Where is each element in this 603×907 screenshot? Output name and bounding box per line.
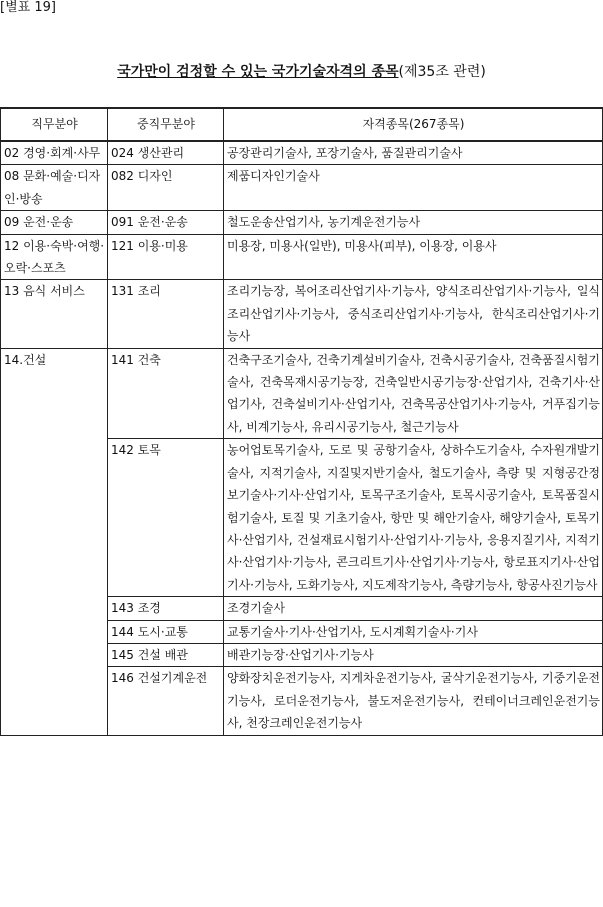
table-row [1,348,603,439]
table-row [1,211,603,234]
sub-field-cell: 141 건축 [108,348,224,439]
sub-field-cell: 145 건설 배관 [108,643,224,666]
qualification-items-cell: 미용장, 미용사(일반), 미용사(피부), 이용장, 이용사 [224,234,603,280]
table-row [1,234,603,280]
job-field-cell: 14.건설 [1,348,108,735]
sub-field-cell: 091 운전·운송 [108,211,224,234]
table-header-row [1,108,603,141]
job-field-cell: 12 이용·숙박·여행·오락·스포츠 [1,234,108,280]
qualification-items-cell: 제품디자인기술사 [224,165,603,211]
title-main: 국가만이 검정할 수 있는 국가기술자격의 종목 [117,64,399,80]
job-field-cell: 09 운전·운송 [1,211,108,234]
sub-field-cell: 082 디자인 [108,165,224,211]
header-qualification-items: 자격종목(267종목) [224,108,603,141]
job-field-cell: 13 음식 서비스 [1,280,108,348]
qualification-items-cell: 조경기술사 [224,597,603,620]
table-row [1,165,603,211]
job-field-cell: 08 문화·예술·디자인·방송 [1,165,108,211]
qualification-items-cell: 건축구조기술사, 건축기계설비기술사, 건축시공기술사, 건축품질시험기술사, 건축목재시공기능장, 건축일반시공기능장·산업기사, 건축기사·산업기사, 건축설비기사·산업기사, 건축목공산업기사·기능사, 거푸집기능사, 비계기능사, 유리시공기능사, 철근기능사 [224,348,603,439]
sub-field-cell: 131 조리 [108,280,224,348]
sub-field-cell: 146 건설기계운전 [108,667,224,735]
sub-field-cell: 121 이용·미용 [108,234,224,280]
qualification-items-cell: 조리기능장, 복어조리산업기사·기능사, 양식조리산업기사·기능사, 일식조리산업기사·기능사, 중식조리산업기사·기능사, 한식조리산업기사·기능사 [224,280,603,348]
qualification-items-cell: 공장관리기술사, 포장기술사, 품질관리기술사 [224,141,603,165]
qualification-items-cell: 양화장치운전기능사, 지게차운전기능사, 굴삭기운전기능사, 기중기운전기능사, 로더운전기능사, 불도저운전기능사, 컨테이너크레인운전기능사, 천장크레인운전기능사 [224,667,603,735]
qualification-items-cell: 배관기능장·산업기사·기능사 [224,643,603,666]
table-row [1,141,603,165]
job-field-cell: 02 경영·회계·사무 [1,141,108,165]
table-row [1,280,603,348]
sub-field-cell: 143 조경 [108,597,224,620]
qualification-table [0,107,603,736]
header-job-field: 직무분야 [1,108,108,141]
document-title [0,61,603,83]
sub-field-cell: 024 생산관리 [108,141,224,165]
qualification-items-cell: 농어업토목기술사, 도로 및 공항기술사, 상하수도기술사, 수자원개발기술사, 지적기술사, 지질및지반기술사, 철도기술사, 측량 및 지형공간정보기술사·기사·산업기사, 토목구조기술사, 토목시공기술사, 토목품질시험기술사, 토질 및 기초기술사, 항만 및 해안기술사, 해양기술사, 토목기사·산업기사, 건설재료시험기사·산업기사·기능사, 응용지질기사, 지적기사·산업기사·기능사, 콘크리트기사·산업기사·기능사, 항로표지기사·산업기사·기능사, 도화기능사, 지도제작기능사, 측량기능사, 항공사진기능사 [224,439,603,597]
qualification-items-cell: 교통기술사·기사·산업기사, 도시계획기술사·기사 [224,620,603,643]
qualification-items-cell: 철도운송산업기사, 농기계운전기능사 [224,211,603,234]
annex-label: [별표 19] [0,0,56,15]
sub-field-cell: 142 토목 [108,439,224,597]
header-sub-field: 중직무분야 [108,108,224,141]
sub-field-cell: 144 도시·교통 [108,620,224,643]
title-sub: (제35조 관련) [398,64,486,80]
